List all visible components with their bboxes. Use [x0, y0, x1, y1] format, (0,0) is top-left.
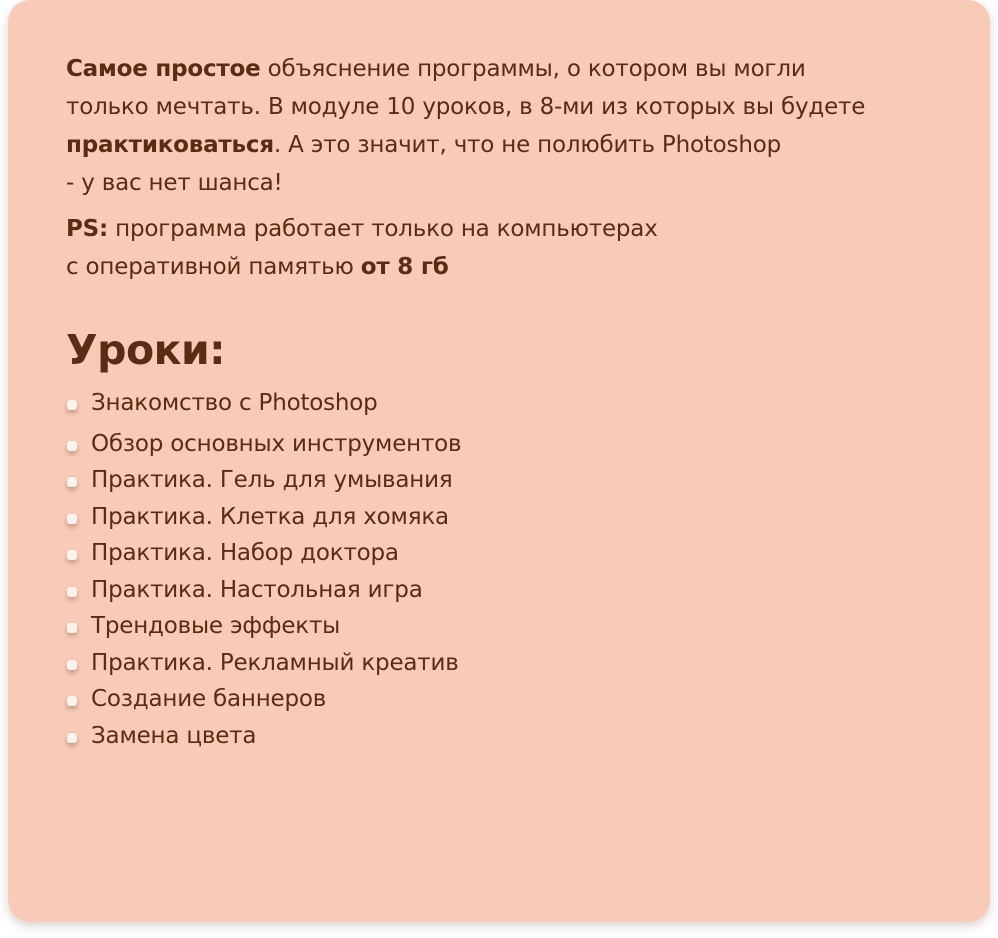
lesson-title: Создание баннеров: [91, 686, 327, 712]
intro-text-3: . А это значит, что не полюбить Photoshop: [273, 132, 781, 158]
bullet-icon: [67, 400, 77, 410]
lesson-item: [66, 535, 946, 572]
bullet-icon: [67, 550, 77, 560]
lesson-item: [66, 462, 946, 499]
lesson-title: Замена цвета: [91, 722, 257, 749]
lesson-title: Практика. Настольная игра: [91, 576, 423, 603]
bullet-icon: [67, 441, 77, 451]
note-text-2: с оперативной памятью: [66, 254, 361, 280]
lessons-list: [66, 385, 946, 754]
lesson-item: [66, 426, 946, 463]
note-memory-emphasis: от 8 гб: [360, 254, 449, 280]
intro-emphasis: Самое простое: [66, 56, 261, 82]
lesson-item: [66, 499, 946, 536]
lesson-title: Трендовые эффекты: [91, 613, 341, 639]
intro-text-4: - у вас нет шанса!: [66, 170, 283, 196]
lesson-title: Практика. Клетка для хомяка: [91, 503, 449, 530]
requirements-note: [66, 210, 946, 286]
lesson-title: Практика. Набор доктора: [91, 540, 399, 566]
intro-paragraph: [66, 50, 946, 202]
lesson-item: [66, 572, 946, 609]
bullet-icon: [67, 587, 77, 597]
note-label: PS:: [66, 216, 109, 242]
lesson-title: Знакомство с Photoshop: [91, 390, 378, 416]
bullet-icon: [67, 623, 77, 633]
intro-text-1: объяснение программы, о котором вы могли: [260, 56, 806, 82]
intro-practice-emphasis: практиковаться: [66, 132, 274, 158]
bullet-icon: [67, 696, 77, 706]
card-content: [66, 50, 946, 754]
bullet-icon: [67, 514, 77, 524]
note-text-1: программа работает только на компьютерах: [108, 216, 658, 242]
lesson-title: Практика. Рекламный креатив: [91, 649, 459, 676]
intro-text-2: только мечтать. В модуле 10 уроков, в 8-ми из которых вы будете: [66, 94, 866, 120]
bullet-icon: [67, 733, 77, 743]
lesson-item: [66, 608, 946, 645]
course-module-card: [8, 0, 990, 922]
lesson-item: [66, 645, 946, 682]
lesson-item: [66, 385, 946, 422]
bullet-icon: [67, 660, 77, 670]
lesson-item: [66, 681, 946, 718]
lesson-title: Практика. Гель для умывания: [91, 467, 453, 493]
bullet-icon: [67, 477, 77, 487]
lessons-heading: Уроки:: [66, 326, 226, 374]
lesson-item: [66, 718, 946, 755]
lesson-title: Обзор основных инструментов: [91, 430, 462, 457]
